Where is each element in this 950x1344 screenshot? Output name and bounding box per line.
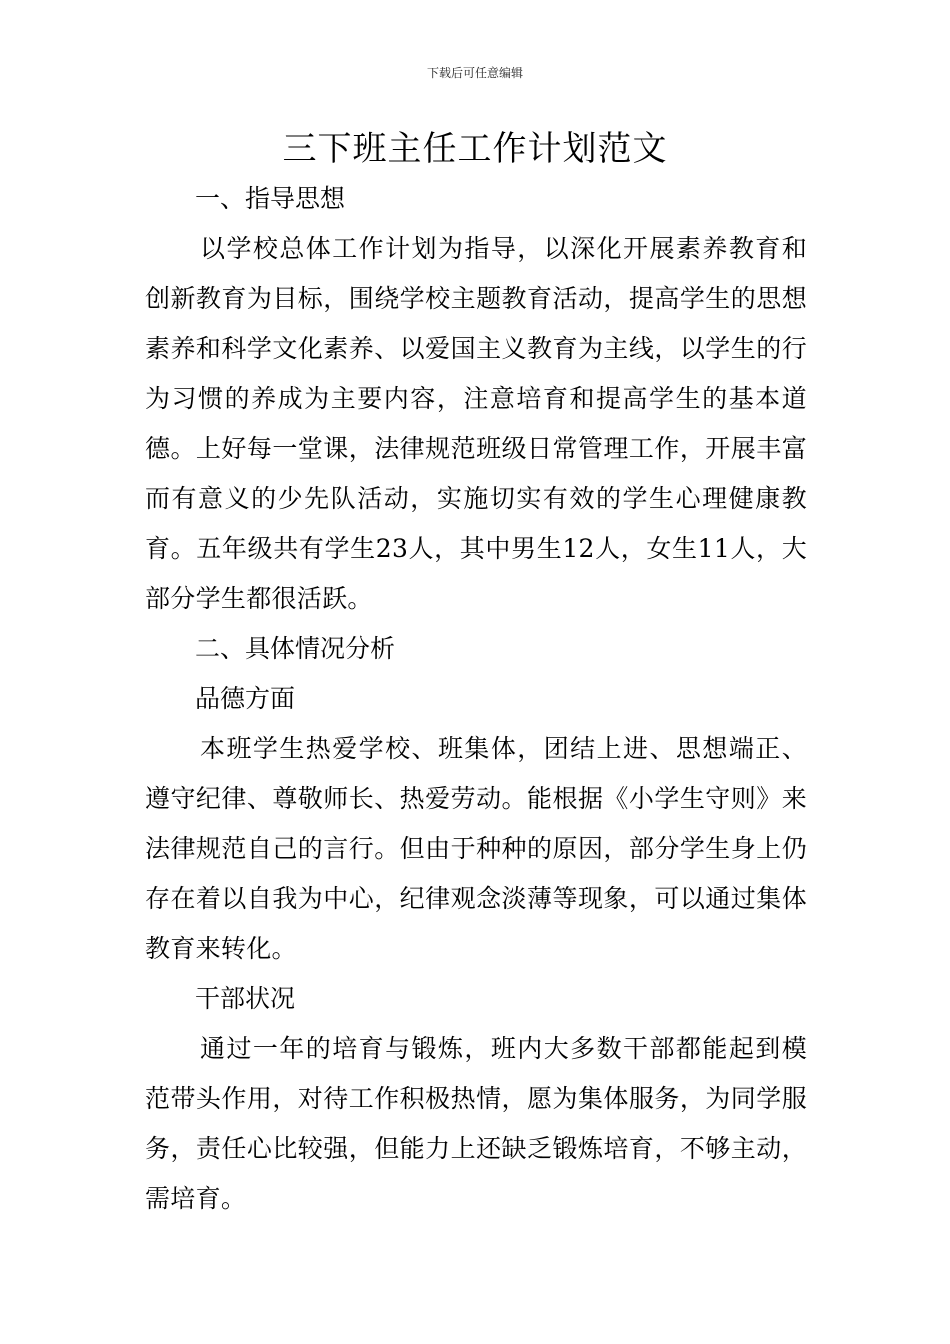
paragraph-moral-character: 本班学生热爱学校、班集体，团结上进、思想端正、遵守纪律、尊敬师长、热爱劳动。能根据《小学生守则》来法律规范自己的言行。但由于种种的原因，部分学生身上仍存在着以自我为中心，纪律观念淡薄等现象，可以通过集体教育来转化。 [145, 734, 807, 963]
section-heading-situation-analysis: 二、具体情况分析 [195, 634, 396, 663]
subheading-cadre-status: 干部状况 [195, 984, 296, 1013]
document-body [145, 174, 807, 1224]
paragraph-cadre-status: 通过一年的培育与锻炼，班内大多数干部都能起到模范带头作用，对待工作积极热情，愿为集体服务，为同学服务，责任心比较强，但能力上还缺乏锻炼培育，不够主动，需培育。 [145, 1034, 807, 1213]
paragraph-guiding-thought: 以学校总体工作计划为指导，以深化开展素养教育和创新教育为目标，围绕学校主题教育活动，提高学生的思想素养和科学文化素养、以爱国主义教育为主线，以学生的行为习惯的养成为主要内容，注意培育和提高学生的基本道德。上好每一堂课，法律规范班级日常管理工作，开展丰富而有意义的少先队活动，实施切实有效的学生心理健康教育。五年级共有学生23人，其中男生12人，女生11人，大部分学生都很活跃。 [145, 234, 807, 613]
section-heading-guiding-thought: 一、指导思想 [195, 184, 346, 213]
header-note: 下载后可任意编辑 [426, 66, 523, 80]
document-title: 三下班主任工作计划范文 [282, 129, 668, 169]
subheading-moral-character: 品德方面 [195, 684, 296, 713]
